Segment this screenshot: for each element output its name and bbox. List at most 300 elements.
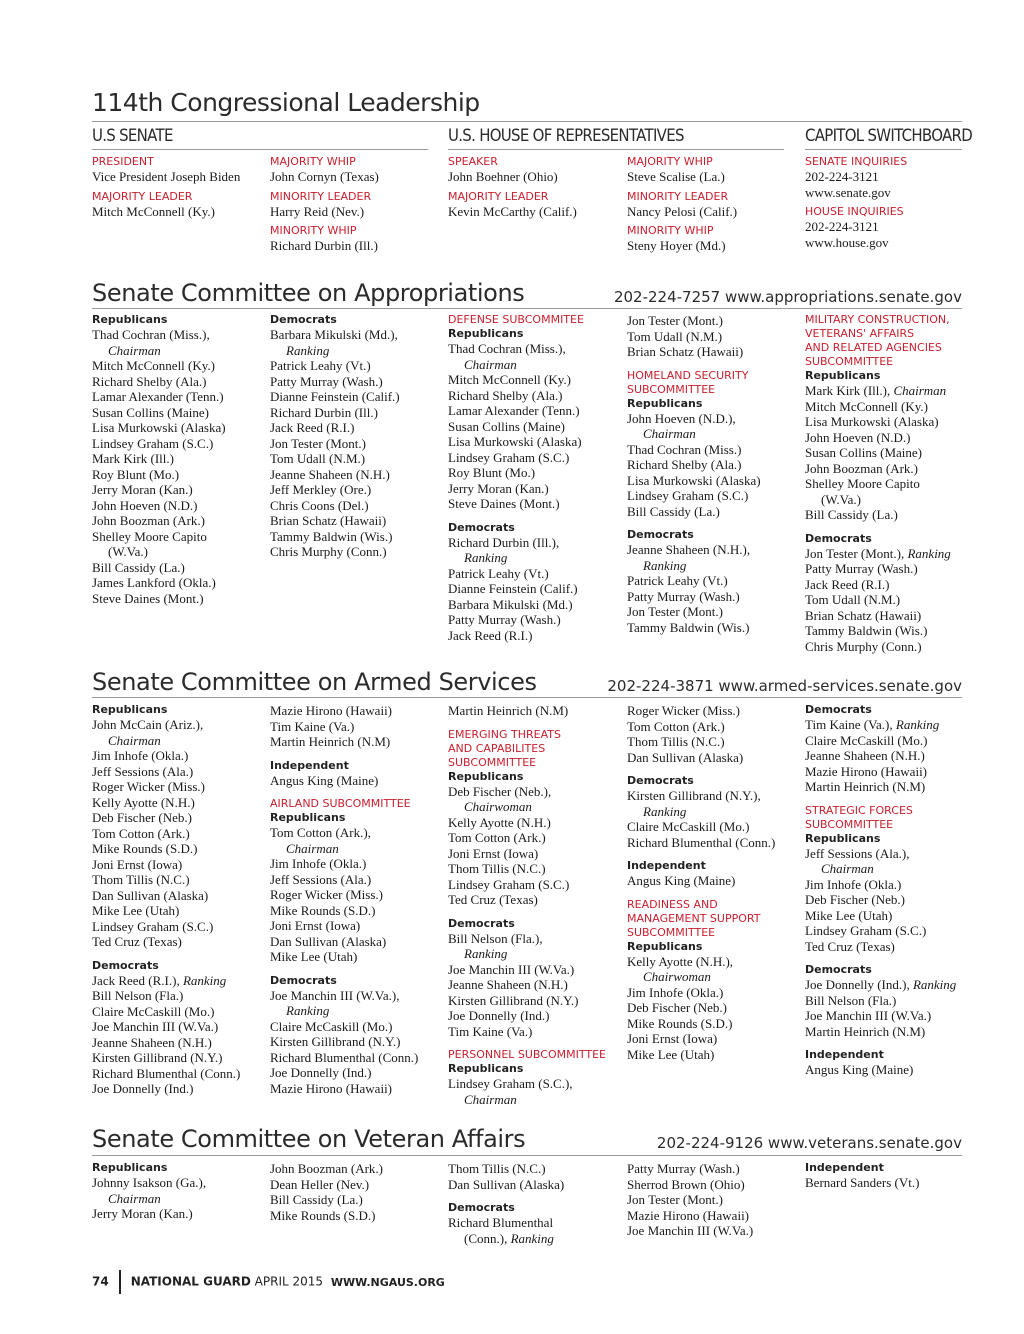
member-name: Jeanne Shaheen (N.H.), bbox=[627, 542, 751, 557]
member-name: Bernard Sanders (Vt.) bbox=[805, 1175, 920, 1190]
party-heading: Independent bbox=[270, 758, 349, 772]
member-name: Patty Murray (Wash.) bbox=[627, 1161, 740, 1176]
member-name: Jerry Moran (Kan.) bbox=[92, 1206, 193, 1221]
subcommittee-label: MANAGEMENT SUPPORT bbox=[627, 911, 761, 925]
member-name: Angus King (Maine) bbox=[270, 772, 379, 788]
member-name: Mitch McConnell (Ky.) bbox=[92, 358, 215, 373]
member-name: Claire McCaskill (Mo.) bbox=[270, 1018, 393, 1034]
appropriations-col-2 bbox=[270, 313, 440, 560]
veteran-affairs-col-1 bbox=[92, 1161, 262, 1222]
member-title: Chairman bbox=[108, 732, 161, 748]
member-name: Thom Tillis (N.C.) bbox=[448, 861, 546, 876]
member-name: Bill Nelson (Fla.) bbox=[805, 992, 897, 1008]
subcommittee-label: AND RELATED AGENCIES bbox=[805, 341, 942, 354]
member-name: Deb Fischer (Neb.), bbox=[448, 783, 552, 799]
house-leadership-col-1 bbox=[448, 155, 618, 219]
member-name: Lisa Murkowski (Alaska) bbox=[92, 420, 226, 435]
subcommittee-label: MILITARY CONSTRUCTION, bbox=[805, 313, 950, 326]
member-name: John Hoeven (N.D.), bbox=[627, 410, 736, 426]
title-rule bbox=[92, 121, 962, 122]
switchboard-col bbox=[805, 155, 975, 250]
subcommittee-label: PERSONNEL SUBCOMMITTEE bbox=[448, 1048, 606, 1061]
subcommittee-label: SUBCOMMITTEE bbox=[627, 925, 716, 939]
member-name: Richard Shelby (Ala.) bbox=[448, 387, 563, 403]
member-title: Chairwoman bbox=[464, 799, 532, 814]
veteran-affairs-contact: 202-224-9126 www.veterans.senate.gov bbox=[656, 1134, 962, 1152]
role-holder: Richard Durbin (Ill.) bbox=[270, 238, 378, 253]
member-name: Lindsey Graham (S.C.) bbox=[448, 449, 570, 465]
role-label: SENATE INQUIRIES bbox=[805, 155, 908, 168]
armed-services-col-1 bbox=[92, 703, 262, 1097]
member-name bbox=[805, 383, 975, 399]
member-name: Jeff Sessions (Ala.) bbox=[92, 763, 194, 779]
member-name: Bill Cassidy (La.) bbox=[627, 503, 720, 519]
publication-url: WWW.NGAUS.ORG bbox=[330, 1275, 445, 1289]
member-name: Roger Wicker (Miss.) bbox=[92, 779, 205, 794]
member-title: Ranking bbox=[912, 977, 957, 992]
member-name: Kirsten Gillibrand (N.Y.), bbox=[627, 788, 761, 803]
member-name: Chris Coons (Del.) bbox=[270, 497, 369, 513]
member-name: Martin Heinrich (N.M) bbox=[805, 1023, 926, 1039]
member-name: Joe Donnelly (Ind.) bbox=[270, 1065, 372, 1080]
role-holder: 202-224-3121 bbox=[805, 169, 879, 184]
member-name bbox=[448, 1231, 618, 1247]
member-name: John Boozman (Ark.) bbox=[92, 513, 206, 528]
member-title: Ranking bbox=[464, 946, 508, 961]
issue-date: APRIL 2015 bbox=[254, 1274, 324, 1289]
member-name: John Hoeven (N.D.) bbox=[805, 429, 911, 445]
member-name: Jerry Moran (Kan.) bbox=[448, 480, 549, 496]
party-heading: Republicans bbox=[92, 703, 168, 716]
member-name: Richard Blumenthal bbox=[448, 1215, 554, 1230]
member-name: Joni Ernst (Iowa) bbox=[270, 918, 361, 933]
member-name: Mike Lee (Utah) bbox=[92, 903, 180, 918]
member-name: Jon Tester (Mont.) bbox=[627, 313, 723, 328]
member-name: Jeff Merkley (Ore.) bbox=[270, 482, 372, 497]
party-heading: Independent bbox=[627, 859, 706, 872]
member-name: Martin Heinrich (N.M) bbox=[270, 734, 391, 749]
member-name: Kirsten Gillibrand (N.Y.) bbox=[270, 1034, 401, 1049]
member-name: Jim Inhofe (Okla.) bbox=[270, 856, 367, 871]
member-name: Thom Tillis (N.C.) bbox=[448, 1161, 546, 1176]
member-name: Lindsey Graham (S.C.) bbox=[92, 435, 214, 451]
subcommittee-label: VETERANS' AFFAIRS bbox=[805, 327, 915, 340]
member-name: Jim Inhofe (Okla.) bbox=[92, 748, 189, 763]
subcommittee-label: SUBCOMMITTEE bbox=[805, 355, 894, 368]
armed-services-col-5 bbox=[805, 703, 975, 1078]
member-name: Mike Lee (Utah) bbox=[270, 949, 358, 964]
subcommittee-label: READINESS AND bbox=[627, 897, 718, 911]
armed-services-contact: 202-224-3871 www.armed-services.senate.gov bbox=[607, 677, 962, 695]
member-name: Richard Shelby (Ala.) bbox=[92, 373, 207, 389]
member-name: Thom Tillis (N.C.) bbox=[627, 734, 725, 749]
member-name: Thad Cochran (Miss.), bbox=[92, 327, 210, 342]
member-name-text: (Conn.), bbox=[464, 1230, 511, 1246]
member-name: Claire McCaskill (Mo.) bbox=[627, 819, 750, 834]
member-name: Patrick Leahy (Vt.) bbox=[448, 565, 549, 581]
member-title: Ranking bbox=[643, 803, 687, 819]
publication-name: NATIONAL GUARD bbox=[130, 1274, 251, 1289]
member-title: Ranking bbox=[286, 1003, 330, 1018]
member-name: Thad Cochran (Miss.) bbox=[627, 441, 742, 457]
role-holder: Steny Hoyer (Md.) bbox=[627, 238, 726, 253]
member-name: Mike Rounds (S.D.) bbox=[270, 902, 376, 918]
member-name: Deb Fischer (Neb.) bbox=[627, 1000, 727, 1015]
member-name: Lisa Murkowski (Alaska) bbox=[805, 414, 939, 429]
member-title: Chairman bbox=[108, 342, 161, 358]
member-title: Chairman bbox=[643, 426, 696, 441]
member-name: Jack Reed (R.I.) bbox=[448, 627, 533, 643]
member-name: Ted Cruz (Texas) bbox=[448, 892, 538, 907]
party-heading: Republicans bbox=[448, 1062, 524, 1075]
appropriations-title: Senate Committee on Appropriations bbox=[92, 279, 525, 307]
member-name: Steve Daines (Mont.) bbox=[448, 496, 560, 511]
member-name: Tammy Baldwin (Wis.) bbox=[805, 623, 928, 638]
armed-services-rule bbox=[92, 697, 962, 698]
appropriations-col-3 bbox=[448, 313, 618, 643]
role-holder: Mitch McConnell (Ky.) bbox=[92, 203, 215, 219]
role-label: SPEAKER bbox=[448, 155, 498, 168]
party-heading: Democrats bbox=[805, 531, 872, 545]
member-title: Ranking bbox=[510, 1230, 554, 1246]
member-name: Tom Cotton (Ark.) bbox=[92, 825, 190, 841]
member-name: Ted Cruz (Texas) bbox=[92, 934, 182, 949]
member-name: Joe Donnelly (Ind.) bbox=[92, 1081, 194, 1096]
member-name: Patty Murray (Wash.) bbox=[448, 612, 561, 627]
member-name: Jack Reed (R.I.) bbox=[805, 576, 890, 592]
member-name: Jeanne Shaheen (N.H.) bbox=[92, 1034, 212, 1050]
member-title: Ranking bbox=[464, 550, 508, 565]
member-name: Barbara Mikulski (Md.) bbox=[448, 596, 573, 612]
member-name: Jack Reed (R.I.) bbox=[270, 420, 355, 435]
member-name: Mitch McConnell (Ky.) bbox=[448, 372, 571, 387]
member-name-cont: (W.Va.) bbox=[108, 544, 148, 559]
member-name: Lindsey Graham (S.C.), bbox=[448, 1076, 573, 1091]
member-name: Tom Cotton (Ark.), bbox=[270, 825, 371, 840]
member-name: Patrick Leahy (Vt.) bbox=[270, 358, 371, 373]
member-name: Tom Udall (N.M.) bbox=[627, 328, 723, 344]
subcommittee-label: HOMELAND SECURITY bbox=[627, 368, 749, 382]
subcommittee-label: AIRLAND SUBCOMMITTEE bbox=[270, 797, 411, 810]
member-title: Chairman bbox=[464, 356, 517, 372]
member-title: Chairwoman bbox=[643, 969, 711, 984]
role-holder: Vice President Joseph Biden bbox=[92, 169, 241, 184]
member-title: Ranking bbox=[286, 342, 330, 358]
member-name: Roy Blunt (Mo.) bbox=[448, 465, 536, 480]
member-name: Dan Sullivan (Alaska) bbox=[448, 1176, 565, 1192]
member-title: Chairman bbox=[108, 1190, 161, 1206]
member-name: Kelly Ayotte (N.H.) bbox=[448, 814, 551, 830]
role-label: PRESIDENT bbox=[92, 155, 154, 168]
member-name: Tammy Baldwin (Wis.) bbox=[627, 619, 750, 635]
member-name: Jim Inhofe (Okla.) bbox=[805, 876, 902, 892]
member-name: Mike Rounds (S.D.) bbox=[270, 1207, 376, 1223]
member-title: Chairman bbox=[464, 1091, 517, 1107]
member-title: Chairman bbox=[286, 840, 339, 856]
role-holder: 202-224-3121 bbox=[805, 219, 879, 234]
member-name bbox=[805, 546, 975, 562]
party-heading: Republicans bbox=[805, 369, 881, 382]
subcommittee-label: EMERGING THREATS bbox=[448, 727, 562, 741]
role-label: MAJORITY LEADER bbox=[448, 189, 549, 203]
member-name: Lamar Alexander (Tenn.) bbox=[448, 403, 580, 418]
member-name: Chris Murphy (Conn.) bbox=[270, 544, 387, 559]
member-name: Joe Manchin III (W.Va.) bbox=[448, 961, 575, 977]
member-name: Jeanne Shaheen (N.H.) bbox=[805, 748, 925, 763]
member-name: Bill Cassidy (La.) bbox=[92, 559, 185, 575]
member-name: Lindsey Graham (S.C.) bbox=[92, 918, 214, 934]
member-name: Richard Durbin (Ill.), bbox=[448, 534, 560, 550]
page-footer bbox=[92, 1270, 445, 1294]
member-name: Bill Cassidy (La.) bbox=[805, 507, 898, 522]
subcommittee-label: SUBCOMMITTEE bbox=[805, 817, 894, 831]
house-heading-rule bbox=[448, 149, 784, 150]
member-name: Deb Fischer (Neb.) bbox=[805, 892, 905, 907]
appropriations-col-5 bbox=[805, 313, 975, 654]
party-heading: Republicans bbox=[627, 939, 703, 953]
member-name bbox=[92, 973, 262, 989]
member-name: Richard Durbin (Ill.) bbox=[270, 404, 378, 420]
member-name: Joe Manchin III (W.Va.) bbox=[805, 1008, 932, 1023]
member-name: Barbara Mikulski (Md.), bbox=[270, 327, 398, 342]
member-name: Tom Cotton (Ark.) bbox=[627, 718, 725, 734]
member-name: Kirsten Gillibrand (N.Y.) bbox=[448, 992, 579, 1008]
role-holder: Harry Reid (Nev.) bbox=[270, 203, 365, 219]
role-label: MINORITY WHIP bbox=[627, 224, 714, 237]
veteran-affairs-col-2 bbox=[270, 1161, 440, 1223]
appropriations-contact: 202-224-7257 www.appropriations.senate.gov bbox=[613, 288, 962, 306]
veteran-affairs-col-5 bbox=[805, 1161, 975, 1191]
member-title: Chairman bbox=[821, 861, 874, 876]
member-name: Lisa Murkowski (Alaska) bbox=[448, 434, 582, 449]
member-name-text: Mark Kirk (Ill.), bbox=[805, 383, 894, 398]
subcommittee-label: SUBCOMMITTEE bbox=[627, 382, 716, 396]
member-name: Brian Schatz (Hawaii) bbox=[270, 513, 387, 528]
member-name: Jon Tester (Mont.) bbox=[627, 604, 723, 619]
member-name: James Lankford (Okla.) bbox=[92, 575, 216, 590]
senate-heading: U.S SENATE bbox=[92, 126, 173, 146]
member-name: Roy Blunt (Mo.) bbox=[92, 466, 180, 482]
party-heading: Democrats bbox=[627, 774, 694, 787]
role-holder: John Boehner (Ohio) bbox=[448, 169, 558, 184]
member-name bbox=[805, 717, 975, 733]
member-name: Dan Sullivan (Alaska) bbox=[92, 887, 209, 903]
member-name: Jon Tester (Mont.) bbox=[270, 435, 366, 451]
member-name: Shelley Moore Capito bbox=[92, 528, 207, 544]
party-heading: Republicans bbox=[448, 327, 524, 340]
switchboard-heading-rule bbox=[805, 149, 962, 150]
member-title: Ranking bbox=[907, 545, 951, 561]
member-name: Patty Murray (Wash.) bbox=[627, 588, 740, 604]
appropriations-rule bbox=[92, 308, 962, 309]
party-heading: Republicans bbox=[627, 396, 703, 410]
member-name: Joe Manchin III (W.Va.) bbox=[627, 1223, 754, 1238]
member-name-text: Jon Tester (Mont.), bbox=[805, 545, 908, 561]
page-title: 114th Congressional Leadership bbox=[92, 88, 480, 117]
member-name: Mike Rounds (S.D.) bbox=[92, 841, 198, 856]
footer-divider bbox=[119, 1270, 121, 1294]
member-name: Mark Kirk (Ill.) bbox=[92, 451, 174, 466]
subcommittee-label: STRATEGIC FORCES bbox=[805, 803, 913, 817]
member-name: Tammy Baldwin (Wis.) bbox=[270, 528, 393, 544]
member-name: Joe Manchin III (W.Va.), bbox=[270, 987, 400, 1003]
member-name: Jeff Sessions (Ala.), bbox=[805, 845, 910, 861]
house-leadership-col-2 bbox=[627, 155, 797, 254]
senate-heading-rule bbox=[92, 149, 428, 150]
appropriations-col-1 bbox=[92, 313, 262, 606]
member-name: Brian Schatz (Hawaii) bbox=[805, 607, 922, 623]
member-name: Mazie Hirono (Hawaii) bbox=[805, 763, 928, 779]
armed-services-col-2 bbox=[270, 703, 440, 1096]
member-name: Brian Schatz (Hawaii) bbox=[627, 344, 744, 359]
member-name: Patty Murray (Wash.) bbox=[805, 561, 918, 576]
member-name: Richard Blumenthal (Conn.) bbox=[270, 1049, 419, 1065]
role-label: MAJORITY WHIP bbox=[627, 155, 713, 168]
armed-services-title: Senate Committee on Armed Services bbox=[92, 668, 537, 696]
member-name: Mazie Hirono (Hawaii) bbox=[627, 1207, 750, 1223]
member-name: Jeanne Shaheen (N.H.) bbox=[448, 977, 568, 992]
member-name: Dan Sullivan (Alaska) bbox=[270, 933, 387, 949]
member-name: Tim Kaine (Va.) bbox=[270, 718, 355, 734]
party-heading: Democrats bbox=[805, 963, 872, 976]
member-name: Roger Wicker (Miss.) bbox=[270, 887, 383, 902]
member-name: John Boozman (Ark.) bbox=[805, 460, 919, 476]
member-name: Lindsey Graham (S.C.) bbox=[627, 488, 749, 503]
member-name: Mazie Hirono (Hawaii) bbox=[270, 703, 393, 718]
member-name: Lisa Murkowski (Alaska) bbox=[627, 472, 761, 488]
senate-leadership-col-1 bbox=[92, 155, 262, 219]
member-name: Susan Collins (Maine) bbox=[92, 404, 209, 420]
member-name: John Hoeven (N.D.) bbox=[92, 497, 198, 513]
member-name: Lamar Alexander (Tenn.) bbox=[92, 389, 224, 404]
member-name: Shelley Moore Capito bbox=[805, 476, 920, 491]
member-name: Ted Cruz (Texas) bbox=[805, 938, 895, 954]
member-name: Martin Heinrich (N.M) bbox=[448, 703, 569, 718]
member-name: Sherrod Brown (Ohio) bbox=[627, 1176, 745, 1192]
member-name: Lindsey Graham (S.C.) bbox=[448, 876, 570, 892]
member-name: Jeff Sessions (Ala.) bbox=[270, 871, 372, 887]
party-heading: Democrats bbox=[92, 958, 159, 972]
member-name: Angus King (Maine) bbox=[627, 873, 736, 888]
member-name: Roger Wicker (Miss.) bbox=[627, 703, 740, 718]
subcommittee-label: AND CAPABILITES bbox=[448, 741, 546, 755]
role-label: HOUSE INQUIRIES bbox=[805, 205, 904, 218]
party-heading: Republicans bbox=[270, 811, 346, 824]
veteran-affairs-col-4 bbox=[627, 1161, 797, 1239]
party-heading: Democrats bbox=[448, 916, 515, 930]
member-name: Mike Lee (Utah) bbox=[805, 907, 893, 923]
party-heading: Independent bbox=[805, 1161, 884, 1174]
role-label: MINORITY LEADER bbox=[270, 189, 372, 203]
member-name: Joni Ernst (Iowa) bbox=[627, 1031, 718, 1046]
member-name: Dianne Feinstein (Calif.) bbox=[270, 389, 400, 404]
member-name: Tim Kaine (Va.) bbox=[448, 1023, 533, 1039]
member-name: Mitch McConnell (Ky.) bbox=[805, 398, 928, 414]
member-name: Tom Udall (N.M.) bbox=[805, 592, 901, 607]
member-name: Joni Ernst (Iowa) bbox=[448, 845, 539, 861]
role-holder: www.senate.gov bbox=[805, 184, 891, 200]
party-heading: Independent bbox=[805, 1048, 884, 1061]
party-heading: Democrats bbox=[448, 520, 515, 534]
member-name: Johnny Isakson (Ga.), bbox=[92, 1175, 207, 1190]
house-heading: U.S. HOUSE OF REPRESENTATIVES bbox=[448, 126, 684, 146]
role-holder: www.house.gov bbox=[805, 234, 889, 250]
member-name: Jerry Moran (Kan.) bbox=[92, 482, 193, 497]
member-name: Steve Daines (Mont.) bbox=[92, 590, 204, 606]
party-heading: Republicans bbox=[92, 1161, 168, 1174]
member-name: John Boozman (Ark.) bbox=[270, 1161, 384, 1176]
member-name: Bill Nelson (Fla.) bbox=[92, 988, 184, 1003]
member-name: Joe Manchin III (W.Va.) bbox=[92, 1019, 219, 1034]
party-heading: Democrats bbox=[270, 313, 337, 326]
member-name: Richard Blumenthal (Conn.) bbox=[627, 834, 776, 850]
role-label: MINORITY LEADER bbox=[627, 189, 729, 203]
party-heading: Republicans bbox=[448, 769, 524, 783]
veteran-affairs-col-3 bbox=[448, 1161, 618, 1246]
member-name-text: Tim Kaine (Va.), bbox=[805, 717, 896, 732]
member-name: Mazie Hirono (Hawaii) bbox=[270, 1080, 393, 1096]
member-name: Martin Heinrich (N.M) bbox=[805, 779, 926, 794]
member-name: Mike Lee (Utah) bbox=[627, 1046, 715, 1062]
party-heading: Democrats bbox=[805, 703, 872, 716]
veteran-affairs-rule bbox=[92, 1155, 962, 1156]
member-name: Susan Collins (Maine) bbox=[805, 445, 922, 460]
member-name: Kelly Ayotte (N.H.) bbox=[92, 794, 195, 810]
member-name: Kirsten Gillibrand (N.Y.) bbox=[92, 1050, 223, 1065]
party-heading: Democrats bbox=[270, 973, 337, 987]
role-holder: Kevin McCarthy (Calif.) bbox=[448, 203, 577, 219]
member-name: Claire McCaskill (Mo.) bbox=[92, 1003, 215, 1019]
role-label: MAJORITY LEADER bbox=[92, 189, 193, 203]
armed-services-col-4 bbox=[627, 703, 797, 1062]
member-name: Chris Murphy (Conn.) bbox=[805, 638, 922, 654]
member-name: Thom Tillis (N.C.) bbox=[92, 872, 190, 887]
party-heading: Democrats bbox=[627, 528, 694, 541]
member-name: Patty Murray (Wash.) bbox=[270, 373, 383, 389]
member-name: Bill Cassidy (La.) bbox=[270, 1192, 363, 1207]
member-title: Ranking bbox=[182, 972, 227, 988]
member-name: Jim Inhofe (Okla.) bbox=[627, 984, 724, 1000]
party-heading: Republicans bbox=[805, 831, 881, 845]
member-name: Tom Udall (N.M.) bbox=[270, 451, 366, 466]
member-name: Dan Sullivan (Alaska) bbox=[627, 749, 744, 765]
member-name: John McCain (Ariz.), bbox=[92, 717, 204, 732]
member-name-text: Joe Donnelly (Ind.), bbox=[805, 977, 913, 992]
role-holder: Nancy Pelosi (Calif.) bbox=[627, 203, 738, 219]
member-title: Chairman bbox=[893, 383, 947, 398]
armed-services-col-3 bbox=[448, 703, 618, 1107]
member-name: Dianne Feinstein (Calif.) bbox=[448, 581, 578, 596]
member-name: Mike Rounds (S.D.) bbox=[627, 1015, 733, 1031]
role-label: MINORITY WHIP bbox=[270, 224, 357, 237]
member-name: Dean Heller (Nev.) bbox=[270, 1176, 370, 1192]
role-label: MAJORITY WHIP bbox=[270, 155, 356, 168]
switchboard-heading: CAPITOL SWITCHBOARD bbox=[805, 126, 973, 146]
member-name: Patrick Leahy (Vt.) bbox=[627, 573, 728, 588]
appropriations-col-4 bbox=[627, 313, 797, 635]
page-number: 74 bbox=[92, 1274, 109, 1289]
member-name-text: Jack Reed (R.I.), bbox=[92, 972, 183, 988]
member-title: Ranking bbox=[895, 717, 940, 732]
member-name: Tom Cotton (Ark.) bbox=[448, 830, 546, 845]
member-name: Joni Ernst (Iowa) bbox=[92, 856, 183, 872]
member-name: Thad Cochran (Miss.), bbox=[448, 341, 566, 356]
role-holder: Steve Scalise (La.) bbox=[627, 169, 725, 184]
member-name: Jeanne Shaheen (N.H.) bbox=[270, 466, 390, 482]
senate-leadership-col-2 bbox=[270, 155, 440, 254]
member-name: Jon Tester (Mont.) bbox=[627, 1192, 723, 1207]
party-heading: Democrats bbox=[448, 1201, 515, 1214]
